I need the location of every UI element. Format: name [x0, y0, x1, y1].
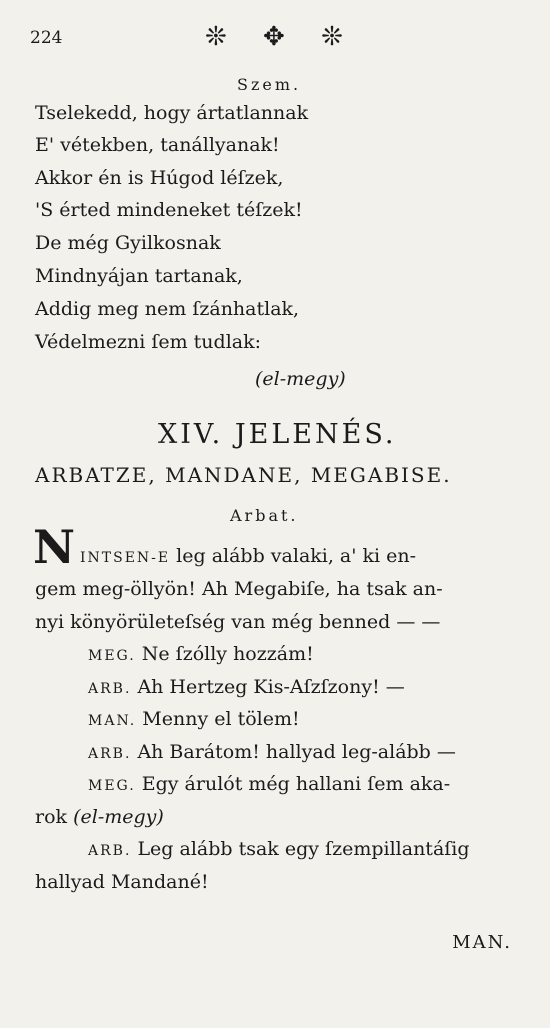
- verse-line: Tselekedd, hogy ártatlannak: [35, 102, 309, 124]
- scene-title: XIV. JELENÉS.: [158, 419, 397, 450]
- dialogue-speaker: MEG.: [88, 778, 136, 794]
- dialogue-text: Leg alább tsak egy ſzempillantáſig: [137, 838, 470, 860]
- verse-line: Mindnyájan tartanak,: [35, 265, 243, 287]
- dialogue-speaker: ARB.: [88, 681, 132, 697]
- page-number: 224: [30, 28, 63, 48]
- prose-line: gem meg-öllyön! Ah Megabiſe, ha tsak an-: [35, 578, 443, 600]
- dialogue-line: [88, 708, 300, 730]
- verse-line: E' vétekben, tanállyanak!: [35, 134, 280, 156]
- dialogue-line: hallyad Mandané!: [35, 871, 209, 893]
- dialogue-text: Egy árulót még hallani ſem aka-: [141, 773, 451, 795]
- verse-line: De még Gyilkosnak: [35, 232, 221, 254]
- catchword: MAN.: [452, 932, 512, 953]
- dialogue-text: Menny el tölem!: [142, 708, 300, 730]
- prose-text: leg alább valaki, a' ki en-: [170, 545, 417, 567]
- cast-list: ARBATZE, MANDANE, MEGABISE.: [35, 463, 452, 487]
- dialogue-text: Ah Hertzeg Kis-Aſzſzony! —: [137, 676, 405, 698]
- dialogue-text: Ne ſzólly hozzám!: [141, 643, 314, 665]
- scene-speaker: Arbat.: [230, 506, 299, 525]
- small-caps-word: INTSEN-E: [80, 550, 171, 566]
- dialogue-speaker: ARB.: [88, 746, 132, 762]
- stage-direction: (el-megy): [255, 368, 346, 390]
- dialogue-speaker: MAN.: [88, 713, 137, 729]
- drop-cap: N: [33, 520, 76, 574]
- dialogue-line: [88, 773, 450, 795]
- prose-line: [80, 545, 416, 567]
- dialogue-line: [88, 676, 405, 698]
- dialogue-speaker: ARB.: [88, 843, 132, 859]
- verse-line: Védelmezni ſem tudlak:: [35, 331, 262, 353]
- verse-line: Addig meg nem ſzánhatlak,: [35, 298, 300, 320]
- stage-direction: (el-megy): [73, 806, 164, 828]
- dialogue-line: [35, 806, 164, 828]
- dialogue-text: Ah Barátom! hallyad leg-alább —: [137, 741, 456, 763]
- verse-line: 'S érted mindeneket téſzek!: [35, 199, 303, 221]
- header-ornament: ❊ ✥ ❊: [205, 22, 357, 52]
- verse-line: Akkor én is Húgod léſzek,: [35, 167, 284, 189]
- dialogue-line: [88, 643, 314, 665]
- dialogue-speaker: MEG.: [88, 648, 136, 664]
- dialogue-continuation: rok: [35, 806, 68, 828]
- dialogue-line: [88, 741, 456, 763]
- prose-line: nyi könyörületeſség van még benned — —: [35, 611, 441, 633]
- verse-speaker: Szem.: [237, 75, 302, 94]
- dialogue-line: [88, 838, 470, 860]
